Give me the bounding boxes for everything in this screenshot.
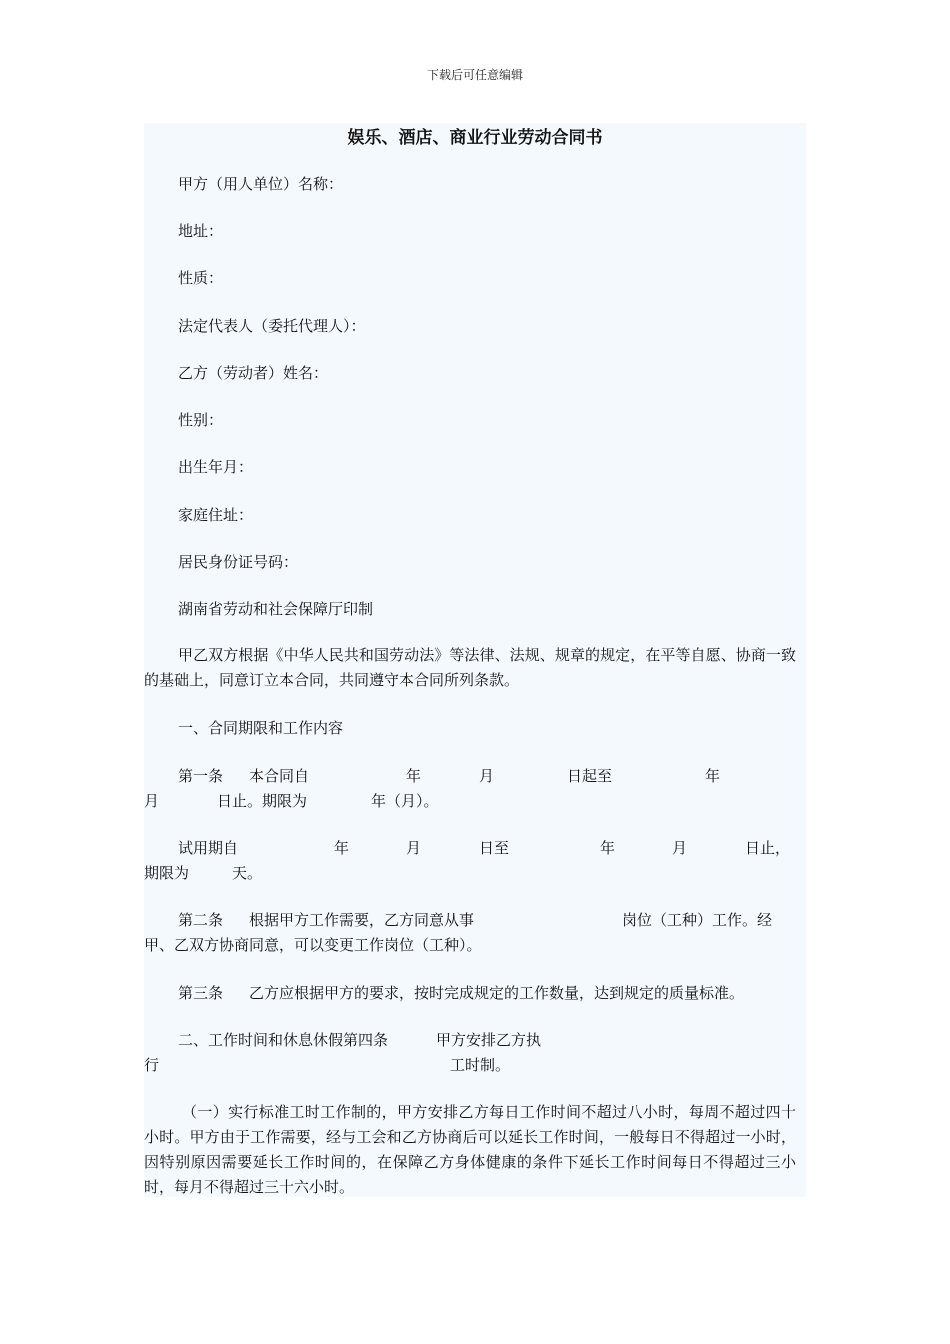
field-party-b: 乙方（劳动者）姓名： [178,364,329,382]
art3-label: 第三条 [178,984,224,1002]
intro-paragraph: 甲乙双方根据《中华人民共和国劳动法》等法律、法规、规章的规定，在平等自愿、协商一致的基础上，同意订立本合同，共同遵守本合同所列条款。 [144,646,796,689]
trial-month2: 月 [672,839,688,857]
trial-year2: 年 [600,839,616,857]
section-1-heading: 一、合同期限和工作内容 [178,719,344,737]
trial-days: 天。 [232,864,263,882]
art1-year1: 年 [406,767,422,785]
trial-limit: 期限为 [144,864,190,882]
field-legal-rep: 法定代表人（委托代理人）： [178,317,366,335]
section-2-heading: 二、工作时间和休息休假第四条 [178,1031,389,1049]
field-birth: 出生年月： [178,458,254,476]
art2-text-b: 岗位（工种）工作。经 [622,911,773,929]
art1-day-from: 日起至 [567,767,613,785]
trial-year1: 年 [334,839,350,857]
art1-month2: 月 [144,792,160,810]
field-nature: 性质： [178,269,224,287]
trial-text-a: 试用期自 [178,839,239,857]
section-2-text-d: 工时制。 [450,1056,511,1074]
art1-text-a: 本合同自 [249,767,310,785]
standard-hours-paragraph: （一）实行标准工时工作制的，甲方安排乙方每日工作时间不超过八小时，每周不超过四十小时。甲方由于工作需要，经与工会和乙方协商后可以延长工作时间，一般每日不得超过一小时，因特别原因需要延长工作时间的，在保障乙方身体健康的条件下延长工作时间每日不得超过三小时，每月不得超过三十六小时。 [144,1103,796,1196]
trial-day-to: 日至 [479,839,510,857]
art1-year2: 年 [705,767,721,785]
art1-year-month: 年（月）。 [371,792,439,810]
document-title: 娱乐、酒店、商业行业劳动合同书 [347,128,603,148]
trial-month1: 月 [406,839,422,857]
art1-day-end: 日止。期限为 [217,792,308,810]
art1-month1: 月 [479,767,495,785]
art2-text-a: 根据甲方工作需要，乙方同意从事 [249,911,475,929]
field-home-address: 家庭住址： [178,506,254,524]
printed-by: 湖南省劳动和社会保障厅印制 [178,600,374,618]
field-address: 地址： [178,222,224,240]
art2-text-c: 甲、乙双方协商同意，可以变更工作岗位（工种）。 [144,936,482,954]
art3-text: 乙方应根据甲方的要求，按时完成规定的工作数量，达到规定的质量标准。 [249,984,745,1002]
field-gender: 性别： [178,411,224,429]
field-party-a: 甲方（用人单位）名称： [178,175,344,193]
page-header-note: 下载后可任意编辑 [426,68,523,82]
art1-label: 第一条 [178,767,224,785]
section-2-text-b: 甲方安排乙方执 [436,1031,542,1049]
section-2-text-c: 行 [144,1056,160,1074]
art2-label: 第二条 [178,911,224,929]
trial-day-end: 日止， [745,839,791,857]
field-id-number: 居民身份证号码： [178,553,299,571]
